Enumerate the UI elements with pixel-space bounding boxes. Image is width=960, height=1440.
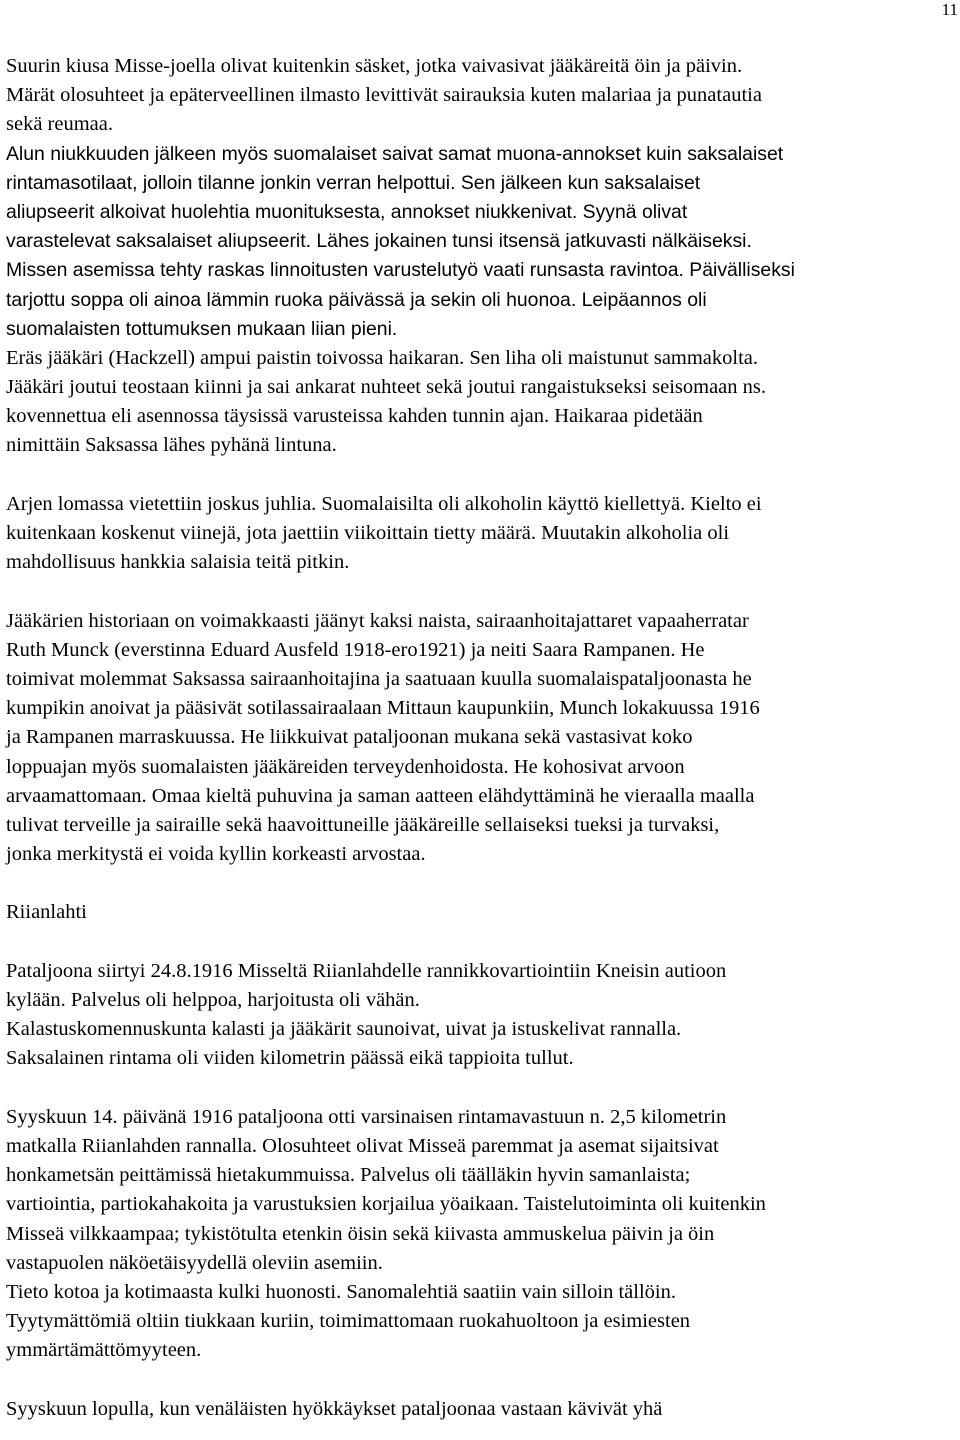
text-line: Arjen lomassa vietettiin joskus juhlia. Suomalaisilta oli alkoholin käyttö kiellettyä. Kielto ei bbox=[6, 492, 762, 515]
text-line: aliupseerit alkoivat huolehtia muonituksesta, annokset niukkenivat. Syynä olivat bbox=[6, 200, 688, 223]
text-line: Pataljoona siirtyi 24.8.1916 Misseltä Riianlahdelle rannikkovartiointiin Kneisin autioon bbox=[6, 959, 727, 982]
text-line: mahdollisuus hankkia salaisia teitä pitkin. bbox=[6, 551, 350, 574]
text-line: matkalla Riianlahden rannalla. Olosuhteet olivat Misseä paremmat ja asemat sijaitsivat bbox=[6, 1134, 719, 1157]
text-line: Missen asemissa tehty raskas linnoitusten varustelutyö vaati runsasta ravintoa. Päivälliseksi bbox=[6, 259, 795, 282]
text-line: jonka merkitystä ei voida kyllin korkeasti arvostaa. bbox=[6, 843, 426, 866]
paragraph bbox=[6, 490, 956, 578]
text-line: Misseä vilkkaampaa; tykistötulta etenkin öisin sekä kiivasta ammuskelua päivin ja öin bbox=[6, 1222, 715, 1245]
paragraph-gap bbox=[6, 869, 956, 898]
text-line: Jääkäri joutui teostaan kiinni ja sai ankarat nuhteet sekä joutui rangaistukseksi seisomaan ns. bbox=[6, 376, 767, 399]
text-line: Suurin kiusa Misse-joella olivat kuitenkin säsket, jotka vaivasivat jääkäreitä öin ja päivin. bbox=[6, 55, 743, 77]
text-line: ymmärtämättömyyteen. bbox=[6, 1339, 202, 1362]
paragraph bbox=[6, 957, 956, 1074]
body-text bbox=[6, 52, 956, 1424]
text-line: Tyytymättömiä oltiin tiukkaan kuriin, toimimattomaan ruokahuoltoon ja esimiesten bbox=[6, 1310, 691, 1333]
paragraph-gap bbox=[6, 928, 956, 957]
text-line: Kalastuskomennuskunta kalasti ja jääkärit saunoivat, uivat ja istuskelivat rannalla. bbox=[6, 1018, 682, 1041]
text-line: sekä reumaa. bbox=[6, 113, 113, 136]
text-line: Ruth Munck (everstinna Eduard Ausfeld 1918-ero1921) ja neiti Saara Rampanen. He bbox=[6, 638, 705, 661]
text-line: arvaamattomaan. Omaa kieltä puhuvina ja saman aatteen elähdyttäminä he vieraalla maalla bbox=[6, 784, 755, 807]
paragraph-gap bbox=[6, 1365, 956, 1394]
page-number: 11 bbox=[941, 0, 958, 19]
text-line: vartiointia, partiokahakoita ja varustuksien korjailua yöaikaan. Taistelutoiminta oli kuitenkin bbox=[6, 1193, 766, 1216]
paragraph bbox=[6, 607, 956, 870]
text-line: Riianlahti bbox=[6, 901, 87, 924]
text-line: Märät olosuhteet ja epäterveellinen ilmasto levittivät sairauksia kuten malariaa ja punatautia bbox=[6, 84, 762, 107]
paragraph bbox=[6, 52, 956, 461]
paragraph-gap bbox=[6, 577, 956, 606]
paragraph bbox=[6, 1103, 956, 1366]
text-line: kuitenkaan koskenut viinejä, jota jaettiin viikoittain tietty määrä. Muutakin alkoholia oli bbox=[6, 522, 730, 544]
text-line: Saksalainen rintama oli viiden kilometrin päässä eikä tappioita tullut. bbox=[6, 1047, 574, 1070]
text-line: honkametsän peittämissä hietakummuissa. Palvelus oli täälläkin hyvin samanlaista; bbox=[6, 1164, 691, 1187]
text-line: rintamasotilaat, jolloin tilanne jonkin verran helpottui. Sen jälkeen kun saksalaiset bbox=[6, 171, 701, 194]
text-line: kumpikin anoivat ja pääsivät sotilassairaalaan Mittaun kaupunkiin, Munch lokakuussa 1916 bbox=[6, 697, 760, 720]
text-line: tarjottu soppa oli ainoa lämmin ruoka päivässä ja sekin oli huonoa. Leipäannos oli bbox=[6, 288, 707, 311]
text-line: Syyskuun lopulla, kun venäläisten hyökkäykset pataljoonaa vastaan kävivät yhä bbox=[6, 1397, 663, 1420]
text-line: Syyskuun 14. päivänä 1916 pataljoona otti varsinaisen rintamavastuun n. 2,5 kilometrin bbox=[6, 1105, 727, 1128]
text-line: vastapuolen näköetäisyydellä oleviin asemiin. bbox=[6, 1251, 383, 1274]
text-line: ja Rampanen marraskuussa. He liikkuivat pataljoonan mukana sekä vastasivat koko bbox=[6, 726, 693, 749]
text-line: kylään. Palvelus oli helppoa, harjoitusta oli vähän. bbox=[6, 989, 420, 1011]
text-line: Tieto kotoa ja kotimaasta kulki huonosti. Sanomalehtiä saatiin vain silloin tällöin. bbox=[6, 1280, 676, 1303]
text-line: loppuajan myös suomalaisten jääkäreiden terveydenhoidosta. He kohosivat arvoon bbox=[6, 755, 685, 778]
paragraph-gap bbox=[6, 461, 956, 490]
text-line: toimivat molemmat Saksassa sairaanhoitajina ja saatuaan kuulla suomalaispataljoonasta he bbox=[6, 667, 752, 690]
text-line: Jääkärien historiaan on voimakkaasti jäänyt kaksi naista, sairaanhoitajattaret vapaaherratar bbox=[6, 609, 749, 632]
text-line: kovennettua eli asennossa täysissä varusteissa kahden tunnin ajan. Haikaraa pidetään bbox=[6, 405, 703, 428]
text-line: Alun niukkuuden jälkeen myös suomalaiset saivat samat muona-annokset kuin saksalaiset bbox=[6, 142, 784, 165]
section-heading bbox=[6, 898, 956, 927]
text-line: suomalaisten tottumuksen mukaan liian pieni. bbox=[6, 317, 398, 340]
text-line: varastelevat saksalaiset aliupseerit. Lähes jokainen tunsi itsensä jatkuvasti nälkäiseksi. bbox=[6, 230, 752, 253]
text-line: nimittäin Saksassa lähes pyhänä lintuna. bbox=[6, 434, 337, 457]
text-line: tulivat terveille ja sairaille sekä haavoittuneille jääkäreille sellaiseksi tueksi ja turvaksi, bbox=[6, 813, 720, 836]
paragraph-gap bbox=[6, 1074, 956, 1103]
paragraph bbox=[6, 1395, 956, 1424]
text-line: Eräs jääkäri (Hackzell) ampui paistin toivossa haikaran. Sen liha oli maistunut sammakolta. bbox=[6, 346, 759, 369]
